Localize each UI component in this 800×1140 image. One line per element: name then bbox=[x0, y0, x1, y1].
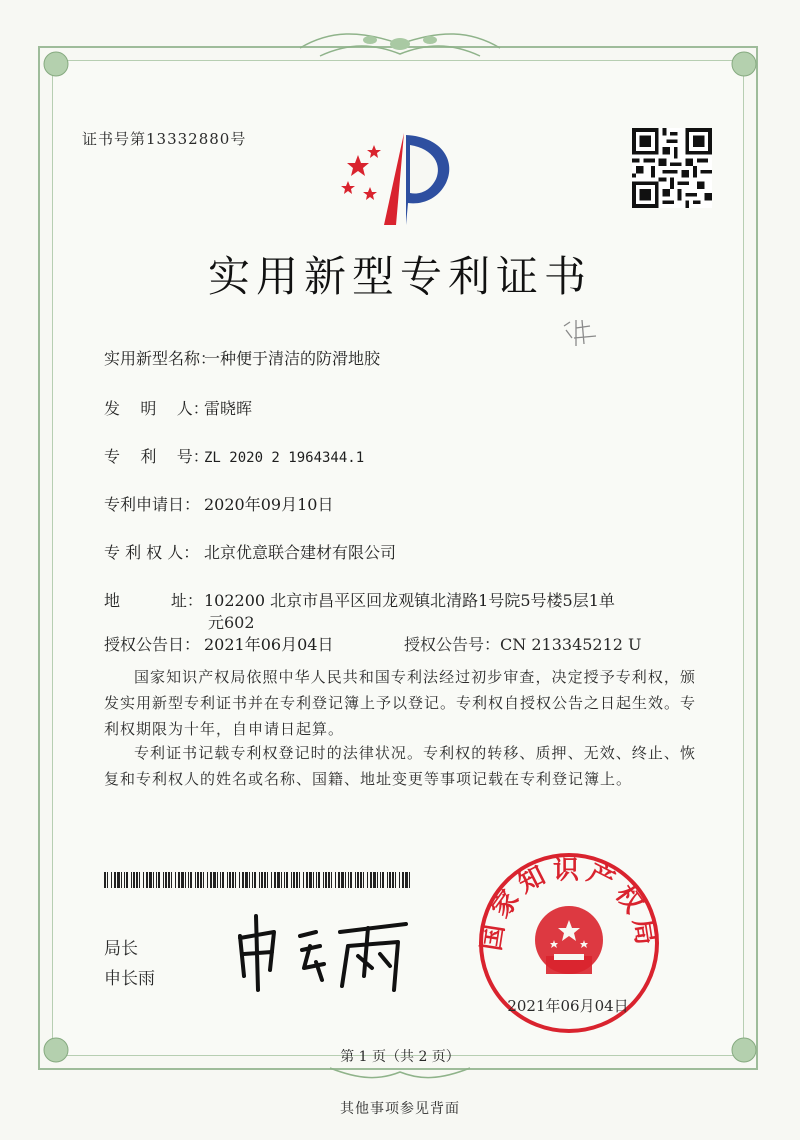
field-inventor bbox=[104, 396, 252, 419]
certificate-number: 证书号第13332880号 bbox=[82, 130, 247, 148]
field-label: 授权公告号： bbox=[404, 635, 501, 654]
director-title: 局长 bbox=[104, 939, 138, 959]
field-utility-model-name bbox=[104, 346, 380, 369]
field-label: 实用新型名称： bbox=[104, 349, 217, 368]
field-value: 2021年06月04日 bbox=[204, 635, 334, 654]
qr-code bbox=[632, 128, 712, 208]
field-patentee bbox=[104, 540, 396, 563]
field-address bbox=[104, 588, 615, 611]
seal-date: 2021年06月04日 bbox=[507, 997, 629, 1015]
handwritten-mark bbox=[560, 316, 604, 350]
barcode bbox=[104, 872, 410, 888]
field-value: ZL 2020 2 1964344.1 bbox=[204, 450, 365, 466]
field-label: 授权公告日： bbox=[104, 635, 201, 654]
field-label: 专 利 号： bbox=[104, 447, 209, 466]
cnipa-emblem bbox=[334, 125, 464, 235]
certificate-title: 实用新型专利证书 bbox=[207, 252, 592, 301]
field-value: 102200 北京市昌平区回龙观镇北清路1号院5号楼5层1单 bbox=[204, 591, 615, 610]
field-label: 专 利 权 人： bbox=[104, 543, 200, 562]
director-name: 申长雨 bbox=[104, 969, 155, 989]
field-value: CN 213345212 U bbox=[500, 635, 642, 654]
field-value: 一种便于清洁的防滑地胶 bbox=[204, 349, 381, 368]
field-grant-date bbox=[104, 632, 333, 655]
seal-date-container bbox=[0, 995, 800, 1016]
page-count: 第 1 页（共 2 页） bbox=[340, 1049, 460, 1065]
field-value: 2020年09月10日 bbox=[204, 495, 334, 514]
field-patent-number bbox=[104, 444, 364, 467]
field-filing-date bbox=[104, 492, 333, 515]
field-value: 雷晓晖 bbox=[204, 399, 253, 418]
footer-note: 其他事项参见背面 bbox=[340, 1101, 460, 1117]
paragraph-grant-decision: 国家知识产权局依照中华人民共和国专利法经过初步审查，决定授予专利权，颁发实用新型专利证书并在专利登记簿上予以登记。专利权自授权公告之日起生效。专利权期限为十年，自申请日起算。 bbox=[104, 668, 697, 738]
paragraph-legal-status: 专利证书记载专利权登记时的法律状况。专利权的转移、质押、无效、终止、恢复和专利权人的姓名或名称、国籍、地址变更等事项记载在专利登记簿上。 bbox=[104, 744, 696, 788]
director-signature bbox=[230, 906, 420, 996]
field-address-line2: 元602 bbox=[208, 613, 255, 632]
field-label: 地 址： bbox=[104, 591, 203, 610]
seal-text: 国家知识产权局 bbox=[476, 855, 662, 953]
field-label: 专利申请日： bbox=[104, 495, 201, 514]
field-grant-number bbox=[404, 632, 642, 655]
field-value: 北京优意联合建材有限公司 bbox=[204, 543, 397, 562]
field-label: 发 明 人： bbox=[104, 399, 209, 418]
